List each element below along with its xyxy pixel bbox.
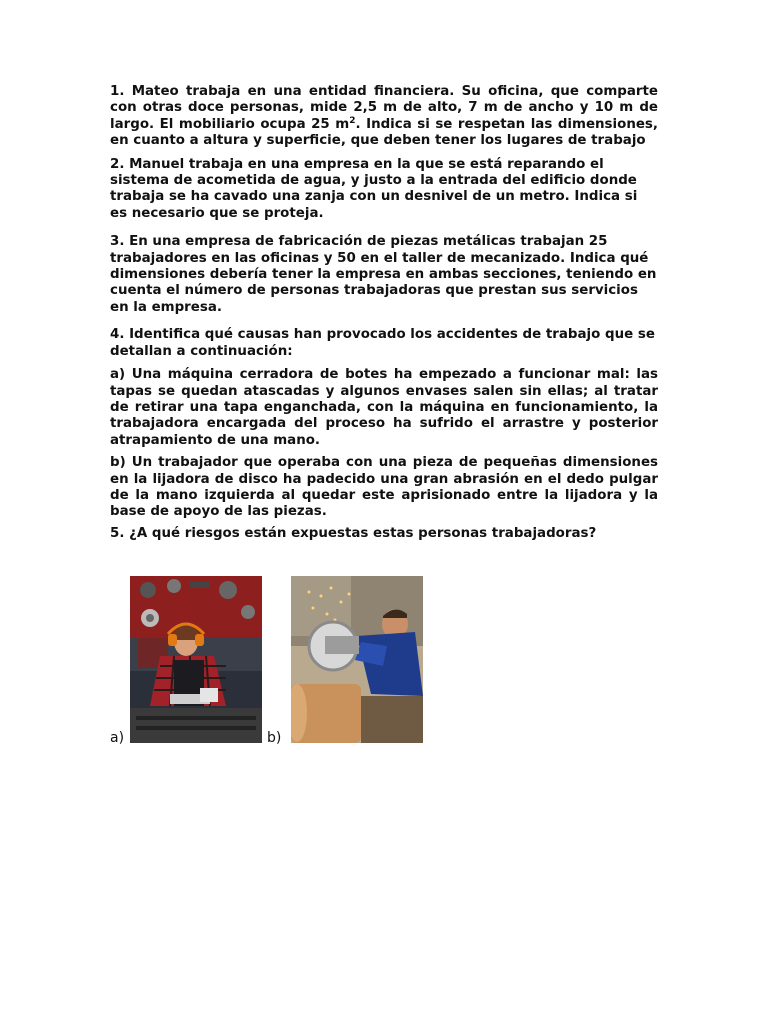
superscript-2: 2 [349,115,356,126]
question-3: 3. En una empresa de fabricación de piezas metálicas trabajan 25 trabajadores en las oficinas y 50 en el taller de mecanizado. Indica qué dimensiones debería tener la empresa en ambas secciones, teniendo en cuenta el número de personas trabajadoras que prestan sus servicios en la empresa. [110,234,657,315]
question-1-text: 1. Mateo trabaja en una entidad financiera. Su oficina, que comparte con otras doce personas, mide 2,5 m de alto, 7 m de ancho y 10 m de largo. El mobiliario ocupa 25 m [110,84,658,132]
document-body [110,84,658,542]
question-4a: a) Una máquina cerradora de botes ha empezado a funcionar mal: las tapas se quedan atascadas y algunos envases salen sin ellas; al tratar de retirar una tapa enganchada, con la máquina en funcionamiento, la trabajadora encargada del proceso ha sufrido el arrastre y posterior atrapamiento de una mano. [110,367,658,448]
photo-a-label: a) [110,730,125,746]
photo-row [110,576,430,746]
question-5: 5. ¿A qué riesgos están expuestas estas personas trabajadoras? [110,525,597,541]
photo-b-worker-saw [291,576,423,743]
question-1 [110,84,658,150]
question-4b: b) Un trabajador que operaba con una pieza de pequeñas dimensiones en la lijadora de disco ha padecido una gran abrasión en el dedo pulgar de la mano izquierda al quedar este aprisionado entre la lijadora y la base de apoyo de las piezas. [110,455,658,520]
question-4: 4. Identifica qué causas han provocado los accidentes de trabajo que se detallan a continuación: [110,327,655,359]
question-1-text-end: . Indica si se respetan las dimensiones, en cuanto a altura y superficie, que deben tener los lugares de trabajo [110,116,658,149]
photo-a-worker-grinder [130,576,262,743]
photo-b-label: b) [267,730,282,746]
question-2: 2. Manuel trabaja en una empresa en la que se está reparando el sistema de acometida de agua, y justo a la entrada del edificio donde trabaja se ha cavado una zanja con un desnivel de un metro. Indica si es necesario que se proteja. [110,156,638,221]
